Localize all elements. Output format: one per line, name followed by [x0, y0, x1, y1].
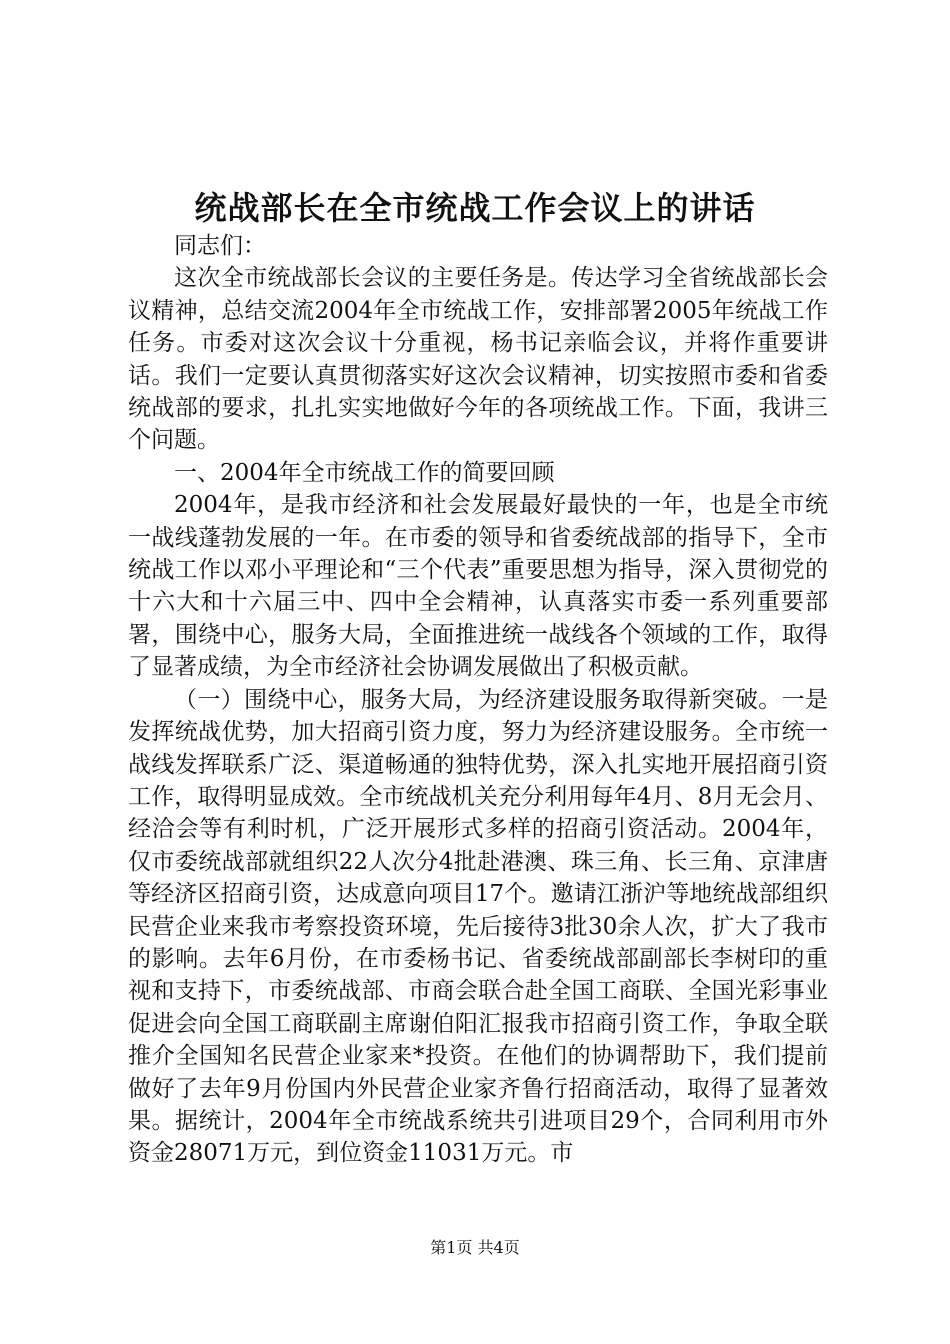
page-number-footer: 第1页 共4页 — [430, 1238, 520, 1257]
document-body — [128, 230, 828, 1170]
section-heading: 一、2004年全市统战工作的简要回顾 — [174, 459, 555, 486]
subsection-paragraph: （一）围绕中心，服务大局，为经济建设服务取得新突破。一是发挥统战优势，加大招商引资力度，努力为经济建设服务。全市统一战线发挥联系广泛、渠道畅通的独特优势，深入扎实地开展招商引资工作，取得明显成效。全市统战机关充分利用每年4月、8月无会月、经洽会等有利时机，广泛开展形式多样的招商引资活动。2004年，仅市委统战部就组织22人次分4批赴港澳、珠三角、长三角、京津唐等经济区招商引资，达成意向项目17个。邀请江浙沪等地统战部组织民营企业来我市考察投资环境，先后接待3批30余人次，扩大了我市的影响。去年6月份，在市委杨书记、省委统战部副部长李树印的重视和支持下，市委统战部、市商会联合赴全国工商联、全国光彩事业促进会向全国工商联副主席谢伯阳汇报我市招商引资工作，争取全联推介全国知名民营企业家来*投资。在他们的协调帮助下，我们提前做好了去年9月份国内外民营企业家齐鲁行招商活动，取得了显著效果。据统计，2004年全市统战系统共引进项目29个，合同利用市外资金28071万元，到位资金11031万元。市 — [128, 686, 828, 1167]
salutation-paragraph: 同志们： — [174, 233, 266, 259]
review-paragraph: 2004年，是我市经济和社会发展最好最快的一年，也是全市统一战线蓬勃发展的一年。在市委的领导和省委统战部的指导下，全市统战工作以邓小平理论和“三个代表”重要思想为指导，深入贯彻党的十六大和十六届三中、四中全会精神，认真落实市委一系列重要部署，围绕中心，服务大局，全面推进统一战线各个领域的工作，取得了显著成绩，为全市经济社会协调发展做出了积极贡献。 — [128, 492, 828, 681]
intro-paragraph: 这次全市统战部长会议的主要任务是。传达学习全省统战部长会议精神，总结交流2004年全市统战工作，安排部署2005年统战工作任务。市委对这次会议十分重视，杨书记亲临会议，并将作重要讲话。我们一定要认真贯彻落实好这次会议精神，切实按照市委和省委统战部的要求，扎扎实实地做好今年的各项统战工作。下面，我讲三个问题。 — [128, 265, 828, 454]
document-title: 统战部长在全市统战工作会议上的讲话 — [194, 189, 756, 227]
